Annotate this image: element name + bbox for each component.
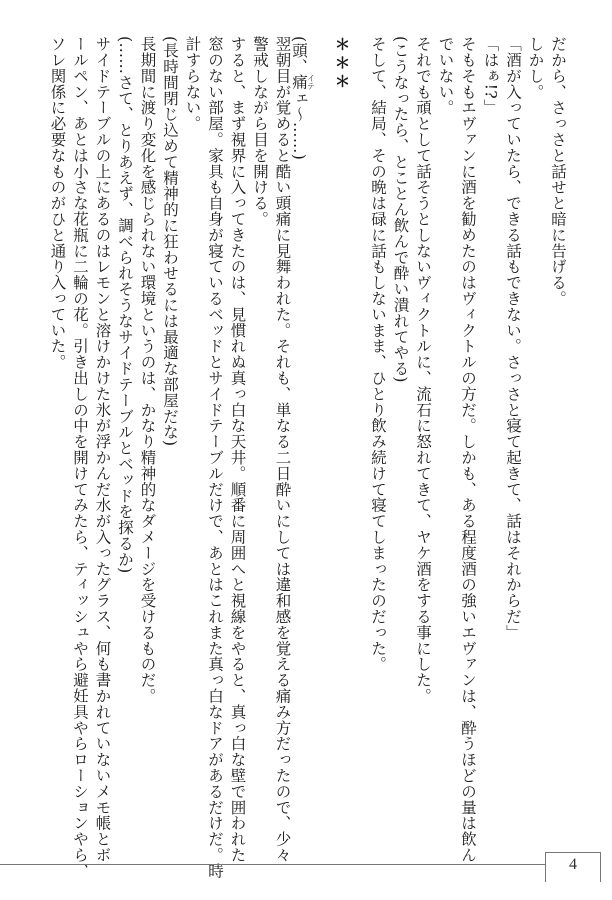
text-line: そもそもエヴァンに酒を勧めたのはヴィクトルの方だ。しかも、ある程度酒の強いエヴァンは、酔うほどの量は飲ん: [459, 36, 477, 863]
text-line: 長期間に渡り変化を感じられない環境というのは、かなり精神的なダメージを受けるものだ。: [138, 36, 157, 704]
text-line: すると、まず視界に入ってきたのは、見慣れぬ真っ白な天井。順番に周囲へと視線をやると、真っ白な壁で囲われた: [228, 36, 247, 863]
page-number: 4: [569, 856, 577, 873]
text-line: ールペン、あとは小さな花瓶に二輪の花。引き出しの中を開けてみたら、ティッシュやら避妊具やらローションやら、: [71, 36, 89, 879]
footer-rule: [0, 864, 545, 865]
text-line: それでも頑として話そうとしないヴィクトルに、流石に怒れてきて、ヤケ酒をする事にした。: [414, 36, 432, 704]
blank-line: [317, 36, 329, 836]
text-line: (長時間閉じ込めて精神的に狂わせるには最適な部屋だな): [161, 36, 179, 447]
text-line: 窓のない部屋。家具も自身が寝ているベッドとサイドテーブルだけで、あとはこれまた真っ白なドアがあるだけだ。時: [206, 36, 224, 879]
text-line: 「酒が入っていたら、できる話もできない。さっさと寝て起きて、話はそれからだ」: [504, 36, 522, 641]
vertical-text-body: [47, 36, 568, 879]
text-line: でいない。: [436, 36, 455, 116]
blank-line: [354, 36, 366, 836]
ruby-annotation: 痛イテ: [290, 74, 316, 91]
text-line: しかし。: [526, 36, 545, 100]
text-line-with-ruby: (頭、痛イテェ〜……): [290, 36, 316, 161]
text-line: (こうなったら、とことん飲んで酔い潰れてやる): [391, 36, 410, 383]
section-separator: ＊＊＊: [332, 36, 352, 92]
text-line: 翌朝目が覚めると酷い頭痛に見舞われた。それも、単なる二日酔いにしては違和感を覚える痛み方だったので、少々: [273, 36, 292, 863]
text-line: サイドテーブルの上にあるのはレモンと溶けかけた氷が浮かんだ水が入ったグラス、何も書かれていないメモ帳とボ: [93, 36, 112, 863]
text-line: (……さて、とりあえず、調べられそうなサイドテーブルとベッドを探るか): [116, 36, 134, 574]
text-line: 計すらない。: [183, 36, 202, 132]
text-line: 警戒しながら目を開ける。: [251, 36, 269, 227]
text-line: そして、結局、その晩は碌に話もしないまま、ひとり飲み続けて寝てしまったのだった。: [369, 36, 387, 672]
text-line: 「はぁ!?」: [481, 36, 500, 115]
text-line: だから、さっさと話せと暗に告げる。: [549, 36, 567, 307]
text-line: ソレ関係に必要なものがひと通り入っていた。: [48, 36, 67, 370]
